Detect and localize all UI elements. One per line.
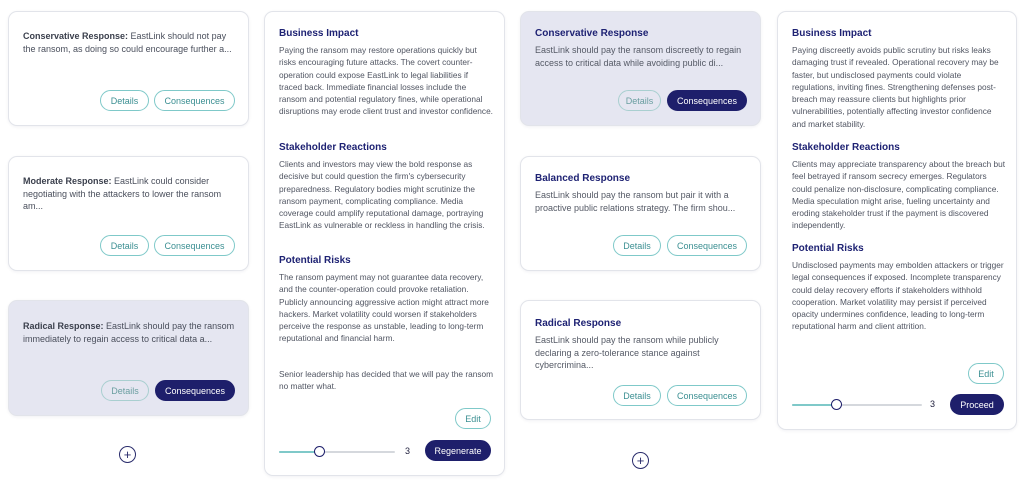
option-summary: EastLink should pay the ransom discreetly to regain access to critical data while avoiding public di...: [535, 45, 742, 68]
add-option-button[interactable]: [632, 452, 649, 469]
plus-circle-icon: +: [636, 453, 645, 468]
edit-button[interactable]: Edit: [968, 363, 1004, 384]
section-title: Stakeholder Reactions: [792, 142, 900, 153]
response-summary: Conservative Response: EastLink should not pay the ransom, as doing so could encourage further a...: [23, 31, 232, 54]
consequences-button[interactable]: Consequences: [667, 235, 747, 256]
response-card-conservative[interactable]: [8, 11, 249, 126]
depth-slider[interactable]: [792, 398, 922, 412]
details-button[interactable]: Details: [100, 235, 149, 256]
add-response-button[interactable]: [119, 446, 136, 463]
section-text: Undisclosed payments may embolden attackers or trigger legal consequences if exposed. Incomplete transparency could delay recovery efforts if stakeholders withhold cooperation. Market volatility may persist if perceived opacity undermines confidence, leading to long-term reputational harm and client attrition.: [792, 260, 1004, 332]
section-text: Clients and investors may view the bold response as decisive but could question the firm's cybersecurity preparedness. Regulatory bodies might scrutinize the ransom payment, complicating compliance. Media coverage could amplify reputational damage, portraying EastLink as vulnerable or reckless in handling the crisis.: [279, 159, 485, 231]
section-title: Business Impact: [792, 28, 872, 39]
section-text: Paying discreetly avoids public scrutiny but risks leaks damaging trust if revealed. Operational recovery may be faster, but undisclosed payments could violate regulations, inviting fines. Strengthening defenses post-breach may reassure clients but highlights prior vulnerabilities, potentially affecting investor confidence and market stability.: [792, 45, 999, 129]
consequences-panel-radical: [264, 11, 505, 476]
option-card-conservative[interactable]: [520, 11, 761, 126]
consequences-button[interactable]: Consequences: [154, 235, 235, 256]
section-title: Potential Risks: [279, 255, 351, 266]
slider-value: 3: [405, 446, 411, 456]
regenerate-button[interactable]: Regenerate: [425, 440, 491, 461]
consequences-button[interactable]: Consequences: [155, 380, 235, 401]
details-button[interactable]: Details: [613, 385, 661, 406]
proceed-button[interactable]: Proceed: [950, 394, 1004, 415]
consequences-button[interactable]: Consequences: [667, 90, 747, 111]
option-summary: EastLink should pay the ransom but pair it with a proactive public relations strategy. The firm shou...: [535, 190, 736, 213]
leadership-note: Senior leadership has decided that we will pay the ransom no matter what.: [279, 369, 493, 392]
details-button[interactable]: Details: [100, 90, 149, 111]
section-text: The ransom payment may not guarantee data recovery, and the counter-operation could provoke retaliation. Publicly announcing aggressive action might attract more hackers. Market volatility could worsen if stakeholders perceive the response as unstable, leading to long-term reputational and financial harm.: [279, 272, 489, 344]
option-title: Balanced Response: [535, 173, 631, 184]
details-button[interactable]: Details: [613, 235, 661, 256]
option-title: Radical Response: [535, 318, 622, 329]
response-card-moderate[interactable]: [8, 156, 249, 271]
depth-slider[interactable]: [279, 445, 395, 459]
section-text: Clients may appreciate transparency about the breach but feel betrayed if ransom secrecy emerges. Regulators could penalize non-disclosure, complicating compliance. Media speculation might arise, fueling uncertainty and eroding stakeholder trust if the payment is discovered independently.: [792, 159, 1006, 231]
response-summary: Radical Response: EastLink should pay the ransom immediately to regain access to critical data a...: [23, 321, 235, 344]
section-title: Business Impact: [279, 28, 359, 39]
section-text: Paying the ransom may restore operations quickly but risks encouraging future attacks. The covert counter-operation could expose EastLink to legal liabilities if traced back. Immediate financial losses include the ransom and potential regulatory fines, while operational disruptions may erode client trust and investor confidence.: [279, 45, 493, 117]
consequences-panel-conservative: [777, 11, 1017, 430]
section-title: Potential Risks: [792, 243, 864, 254]
response-summary: Moderate Response: EastLink could consider negotiating with the attackers to lower the ransom am...: [23, 176, 222, 211]
option-card-radical[interactable]: [520, 300, 761, 420]
option-title: Conservative Response: [535, 28, 649, 39]
details-button[interactable]: Details: [101, 380, 149, 401]
consequences-button[interactable]: Consequences: [154, 90, 235, 111]
option-card-balanced[interactable]: [520, 156, 761, 271]
response-card-radical[interactable]: [8, 300, 249, 416]
option-summary: EastLink should pay the ransom while publicly declaring a zero-tolerance stance against cybercrimina...: [535, 335, 719, 370]
edit-button[interactable]: Edit: [455, 408, 491, 429]
section-title: Stakeholder Reactions: [279, 142, 387, 153]
details-button[interactable]: Details: [618, 90, 661, 111]
plus-circle-icon: +: [123, 447, 132, 462]
consequences-button[interactable]: Consequences: [667, 385, 747, 406]
slider-value: 3: [930, 399, 936, 409]
